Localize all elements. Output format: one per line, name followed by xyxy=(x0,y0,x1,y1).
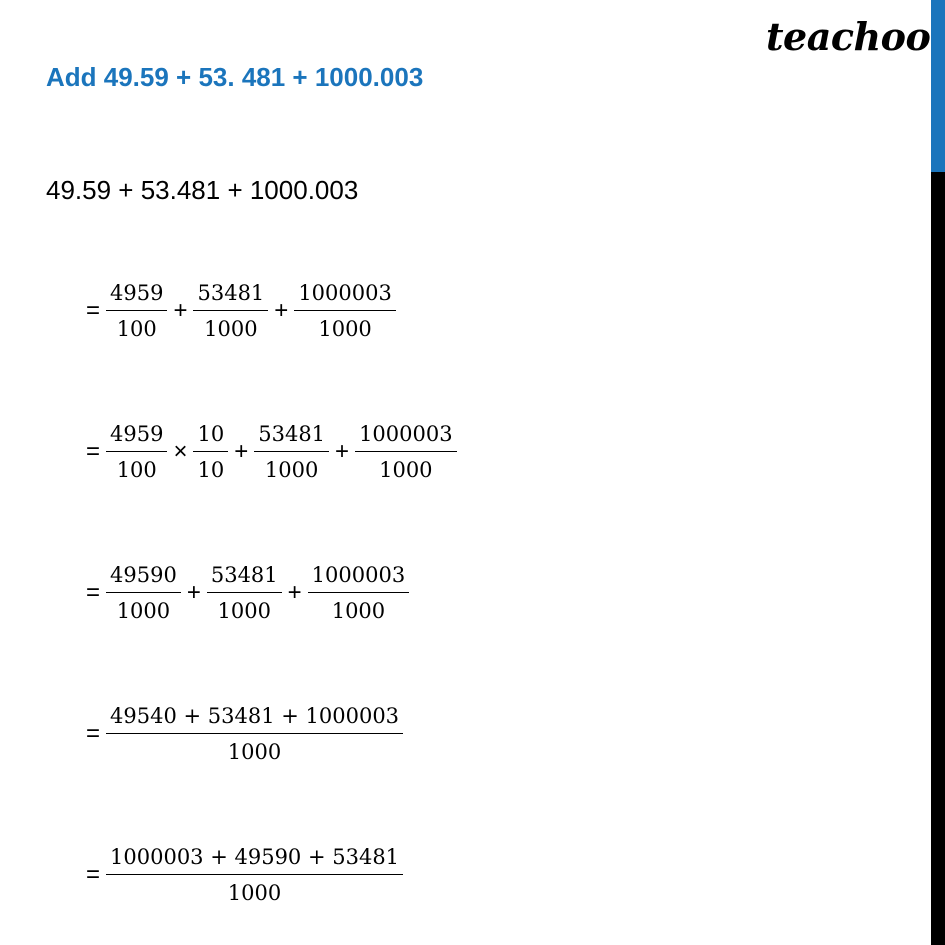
fraction xyxy=(308,563,410,623)
numerator: 49590 xyxy=(110,563,177,587)
operator: + xyxy=(173,297,188,324)
operator: + xyxy=(186,579,201,606)
operator: + xyxy=(335,438,350,465)
right-sidebar-bar xyxy=(931,0,945,945)
numerator: 4959 xyxy=(110,422,164,446)
numerator: 49540 + 53481 + 1000003 xyxy=(110,704,400,728)
numerator: 53481 xyxy=(197,281,265,305)
solution-step-3 xyxy=(86,563,409,623)
denominator: 10 xyxy=(193,451,228,482)
equals-sign: = xyxy=(86,861,101,888)
denominator: 1000 xyxy=(106,874,403,905)
equals-sign: = xyxy=(86,297,101,324)
equals-sign: = xyxy=(86,579,101,606)
sidebar-accent xyxy=(931,0,945,172)
fraction xyxy=(106,704,403,764)
denominator: 1000 xyxy=(193,310,268,341)
numerator: 53481 xyxy=(210,563,278,587)
solution-step-4 xyxy=(86,704,403,764)
numerator: 10 xyxy=(197,422,225,446)
operator: + xyxy=(274,297,289,324)
numerator: 4959 xyxy=(110,281,164,305)
solution-step-1 xyxy=(86,281,396,341)
operator: + xyxy=(287,579,302,606)
fraction xyxy=(106,422,167,482)
fraction xyxy=(193,422,228,482)
denominator: 1000 xyxy=(207,592,282,623)
numerator: 1000003 xyxy=(311,563,406,587)
denominator: 1000 xyxy=(106,592,181,623)
fraction xyxy=(106,563,181,623)
fraction xyxy=(106,281,167,341)
fraction xyxy=(294,281,396,341)
numerator: 1000003 + 49590 + 53481 xyxy=(110,845,400,869)
numerator: 1000003 xyxy=(359,422,453,446)
solution-step-5 xyxy=(86,845,403,905)
intro-expression: 49.59 + 53.481 + 1000.003 xyxy=(46,175,359,205)
denominator: 1000 xyxy=(254,451,329,482)
numerator: 1000003 xyxy=(298,281,392,305)
denominator: 100 xyxy=(106,451,167,482)
denominator: 1000 xyxy=(106,733,403,764)
question-title: Add 49.59 + 53. 481 + 1000.003 xyxy=(46,62,424,92)
fraction xyxy=(207,563,282,623)
solution-step-2 xyxy=(86,422,457,482)
denominator: 100 xyxy=(106,310,167,341)
fraction xyxy=(254,422,329,482)
teachoo-logo: teachoo xyxy=(766,14,931,59)
fraction xyxy=(193,281,268,341)
fraction xyxy=(106,845,403,905)
denominator: 1000 xyxy=(294,310,396,341)
equals-sign: = xyxy=(86,438,101,465)
operator: + xyxy=(234,438,249,465)
denominator: 1000 xyxy=(308,592,410,623)
fraction xyxy=(355,422,457,482)
numerator: 53481 xyxy=(258,422,326,446)
equals-sign: = xyxy=(86,720,101,747)
operator: × xyxy=(173,438,188,465)
denominator: 1000 xyxy=(355,451,457,482)
